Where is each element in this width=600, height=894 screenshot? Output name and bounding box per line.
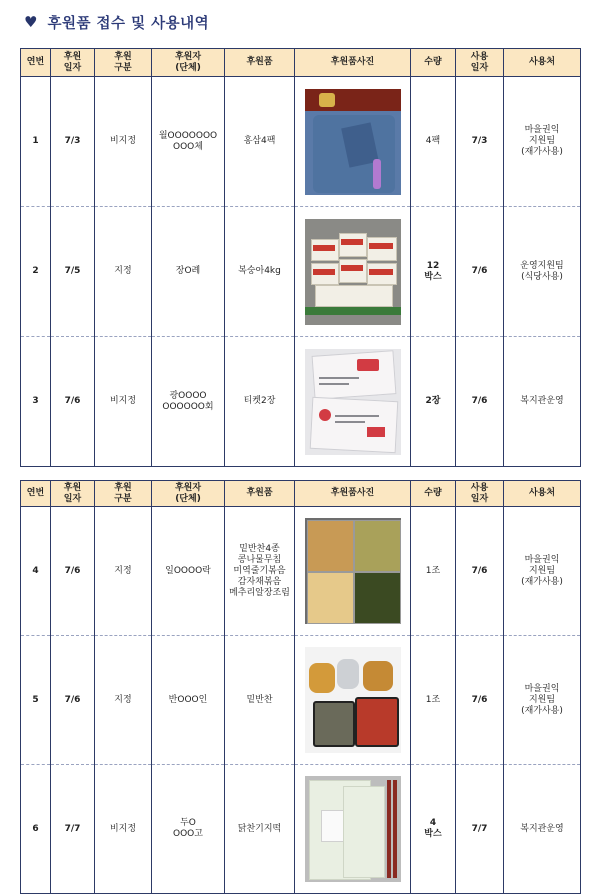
row-date: 7/6	[51, 337, 95, 467]
header-no: 연번	[21, 49, 51, 77]
row-photo-cell	[295, 337, 411, 467]
photo-red-ginseng-bag	[305, 89, 401, 195]
row-use-date: 7/6	[456, 507, 504, 636]
row-donor: 월OOOOOOO OOO체	[152, 77, 225, 207]
row-date: 7/6	[51, 507, 95, 636]
table-row	[21, 507, 581, 636]
header-photo: 후원품사진	[295, 49, 411, 77]
header-use-date: 사용 일자	[456, 481, 504, 507]
row-type: 비지정	[95, 77, 152, 207]
row-qty: 4팩	[411, 77, 456, 207]
photo-side-dishes	[305, 518, 401, 624]
header-item: 후원품	[225, 49, 295, 77]
table-row	[21, 337, 581, 467]
header-donor: 후원자 (단체)	[152, 49, 225, 77]
row-donor: 반OOO인	[152, 636, 225, 765]
header-quantity: 수량	[411, 481, 456, 507]
row-donor: 광OOOO OOOOOO회	[152, 337, 225, 467]
header-donation-type: 후원 구분	[95, 481, 152, 507]
row-date: 7/5	[51, 207, 95, 337]
header-donation-date: 후원 일자	[51, 49, 95, 77]
row-type: 지정	[95, 507, 152, 636]
header-item: 후원품	[225, 481, 295, 507]
row-use-place: 복지관운영	[504, 337, 581, 467]
header-donor: 후원자 (단체)	[152, 481, 225, 507]
row-qty: 1조	[411, 636, 456, 765]
row-no: 5	[21, 636, 51, 765]
row-no: 1	[21, 77, 51, 207]
row-date: 7/3	[51, 77, 95, 207]
row-use-date: 7/6	[456, 337, 504, 467]
row-item: 닭찬기지떡	[225, 765, 295, 894]
row-type: 지정	[95, 207, 152, 337]
row-no: 3	[21, 337, 51, 467]
photo-peach-boxes	[305, 219, 401, 325]
header-use-place: 사용처	[504, 49, 581, 77]
row-item: 밑반찬	[225, 636, 295, 765]
row-use-place: 마을권익 지원팀 (재가사용)	[504, 636, 581, 765]
header-use-date: 사용 일자	[456, 49, 504, 77]
header-quantity: 수량	[411, 49, 456, 77]
header-donation-type: 후원 구분	[95, 49, 152, 77]
row-type: 비지정	[95, 337, 152, 467]
row-photo-cell	[295, 765, 411, 894]
donation-table-1	[20, 48, 581, 467]
header-donation-date: 후원 일자	[51, 481, 95, 507]
header-no: 연번	[21, 481, 51, 507]
table-row	[21, 77, 581, 207]
row-date: 7/7	[51, 765, 95, 894]
row-no: 6	[21, 765, 51, 894]
table-header-row	[21, 49, 581, 77]
row-no: 4	[21, 507, 51, 636]
row-no: 2	[21, 207, 51, 337]
row-item: 티켓2장	[225, 337, 295, 467]
table-row	[21, 765, 581, 894]
page-header	[24, 12, 209, 33]
row-item: 홍삼4팩	[225, 77, 295, 207]
row-photo-cell	[295, 507, 411, 636]
row-use-date: 7/3	[456, 77, 504, 207]
row-donor: 두O OOO고	[152, 765, 225, 894]
table-row	[21, 207, 581, 337]
row-date: 7/6	[51, 636, 95, 765]
row-use-place: 복지관운영	[504, 765, 581, 894]
row-photo-cell	[295, 636, 411, 765]
row-qty: 12 박스	[411, 207, 456, 337]
row-item: 밑반찬4종 콩나물무침 미역줄기볶음 감자채볶음 메추리알장조림	[225, 507, 295, 636]
row-use-place: 마을권익 지원팀 (재가사용)	[504, 507, 581, 636]
row-use-date: 7/7	[456, 765, 504, 894]
header-use-place: 사용처	[504, 481, 581, 507]
row-donor: 일OOOO락	[152, 507, 225, 636]
row-use-date: 7/6	[456, 636, 504, 765]
photo-rice-cake-bags	[305, 776, 401, 882]
row-item: 복숭아4kg	[225, 207, 295, 337]
heart-icon: ♥	[24, 13, 38, 31]
row-type: 지정	[95, 636, 152, 765]
row-use-place: 운영지원팀 (식당사용)	[504, 207, 581, 337]
row-photo-cell	[295, 207, 411, 337]
row-qty: 4 박스	[411, 765, 456, 894]
row-photo-cell	[295, 77, 411, 207]
row-qty: 2장	[411, 337, 456, 467]
row-use-place: 마을권익 지원팀 (재가사용)	[504, 77, 581, 207]
row-donor: 장O례	[152, 207, 225, 337]
photo-side-dish-containers	[305, 647, 401, 753]
donation-table-2	[20, 480, 581, 894]
header-photo: 후원품사진	[295, 481, 411, 507]
row-use-date: 7/6	[456, 207, 504, 337]
photo-tickets	[305, 349, 401, 455]
row-qty: 1조	[411, 507, 456, 636]
row-type: 비지정	[95, 765, 152, 894]
table-header-row	[21, 481, 581, 507]
table-row	[21, 636, 581, 765]
page-title: 후원품 접수 및 사용내역	[47, 16, 210, 32]
